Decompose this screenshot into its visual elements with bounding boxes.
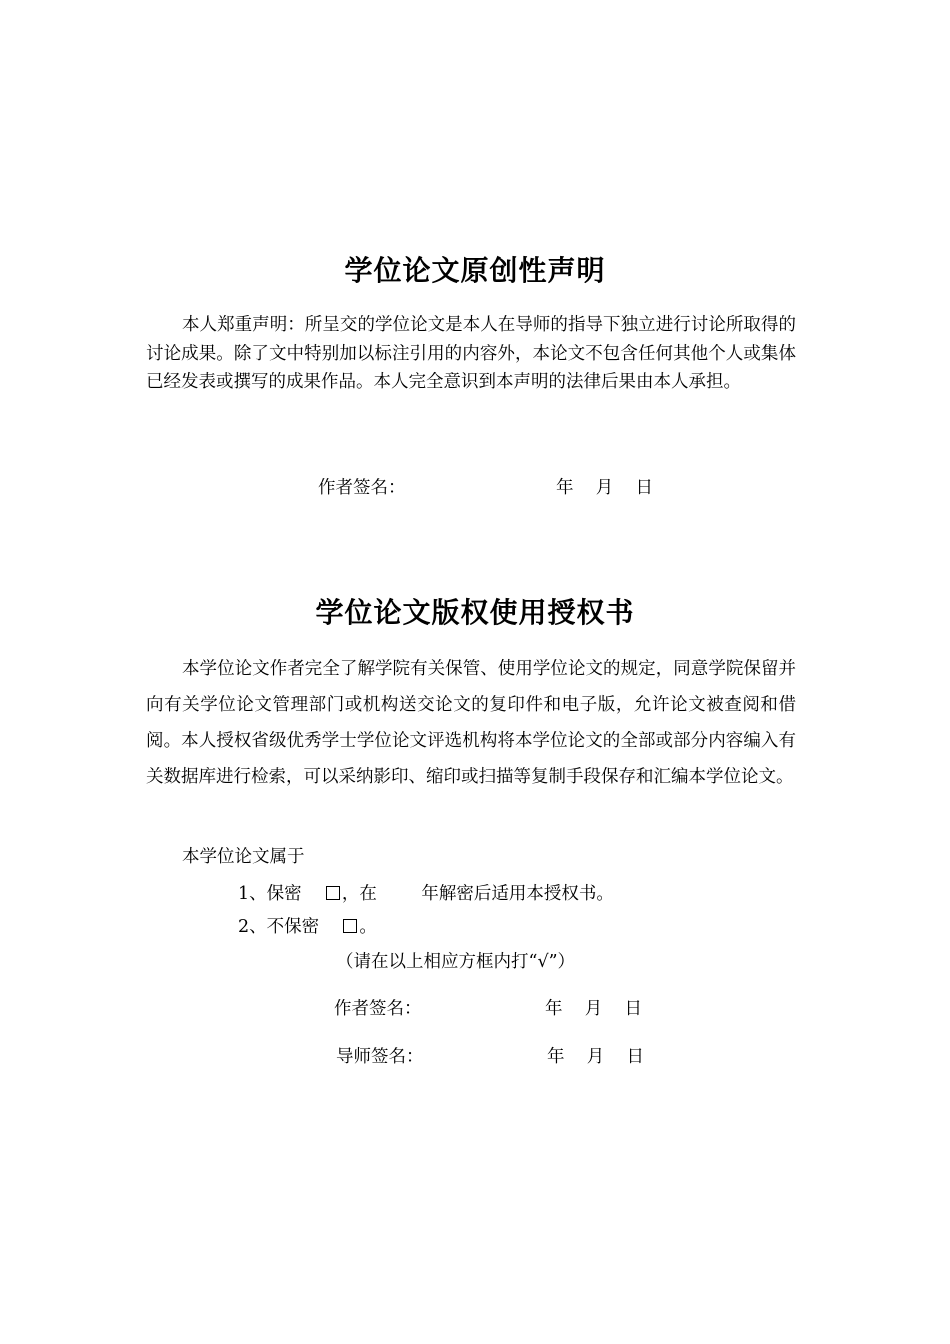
confidential-checkbox[interactable] [326, 886, 340, 900]
authorization-body: 本学位论文作者完全了解学院有关保管、使用学位论文的规定，同意学院保留并向有关学位论文管理部门或机构送交论文的复印件和电子版，允许论文被查阅和借阅。本人授权省级优秀学士学位论文评选机构将本学位论文的全部或部分内容编入有关数据库进行检索，可以采纳影印、缩印或扫描等复制手段保存和汇编本学位论文。 [146, 659, 796, 787]
not-confidential-checkbox[interactable] [343, 919, 357, 933]
option-not-confidential-label: 2、不保密 [238, 917, 320, 937]
declaration-date-label: 年 月 日 [556, 478, 654, 498]
authorization-title: 学位论文版权使用授权书 [315, 596, 635, 629]
advisor-date-label: 年 月 日 [547, 1047, 645, 1067]
advisor-signature-label: 导师签名： [336, 1047, 424, 1067]
option-confidential-label: 1、保密 [238, 884, 302, 904]
declaration-body: 本人郑重声明：所呈交的学位论文是本人在导师的指导下独立进行讨论所取得的讨论成果。除了文中特别加以标注引用的内容外，本论文不包含任何其他个人或集体已经发表或撰写的成果作品。本人完全意识到本声明的法律后果由本人承担。 [146, 315, 796, 392]
option-confidential-middle: ，在 [341, 884, 377, 904]
option-confidential [238, 882, 614, 906]
thesis-category-label: 本学位论文属于 [182, 847, 305, 867]
option-not-confidential [238, 915, 377, 939]
authorization-author-date-label: 年 月 日 [545, 999, 643, 1019]
option-not-confidential-suffix: 。 [359, 917, 377, 937]
checkbox-instruction: （请在以上相应方框内打“√”） [336, 952, 576, 972]
option-confidential-suffix: 年解密后适用本授权书。 [421, 884, 614, 904]
authorization-author-signature-label: 作者签名： [334, 999, 422, 1019]
declaration-title: 学位论文原创性声明 [344, 254, 606, 287]
declaration-author-signature-label: 作者签名： [318, 478, 406, 498]
